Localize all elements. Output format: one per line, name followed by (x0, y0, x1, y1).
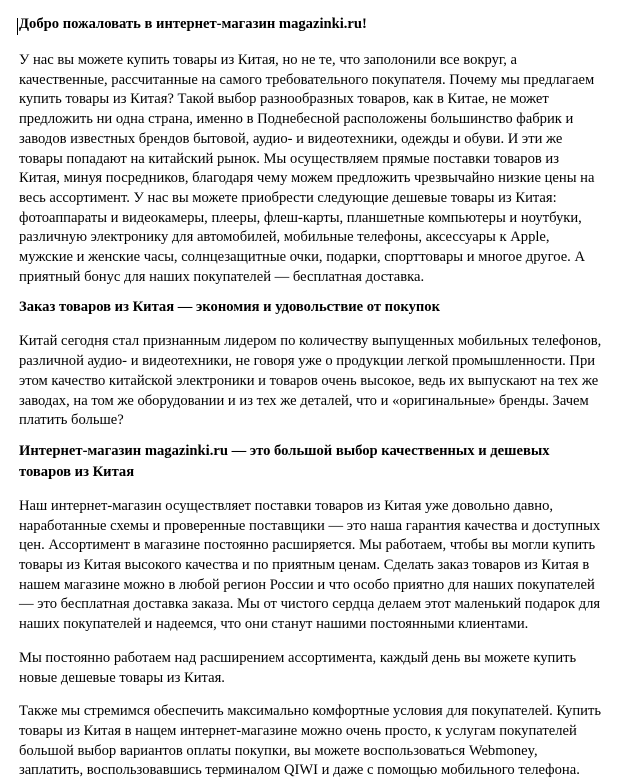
section-paragraph-payment: Также мы стремимся обеспечить максимально комфортные условия для покупателей. Купить товары из Китая в нащем интернет-магазине можно очень просто, к услугам покупателей большой выбор вариантов оплаты покупки, вы можете воспользоваться Webmoney, заплатить, воспользовавшись терминалом QIWI и даже с помощью мобильного телефона. (19, 703, 601, 779)
section-paragraph-china: Китай сегодня стал признанным лидером по количеству выпущенных мобильных телефонов, различной аудио- и видеотехники, не говоря уже о продукции легкой промышленности. При этом качество китайской электроники и товаров очень высокое, ведь их выпускают на тех же заводах, на том же оборудовании и из тех же деталей, что и «оригинальные» бренды. Зачем платить больше? (19, 333, 602, 429)
intro-paragraph: У нас вы можете купить товары из Китая, но не те, что заполонили все вокруг, а качественные, рассчитанные на самого требовательного покупателя. Почему мы предлагаем купить товары из Китая? Такой выбор разнообразных товаров, как в Китае, не может предложить ни одна страна, именно в Поднебесной расположены большинство фабрик и заводов известных брендов бытовой, аудио- и видеотехники, одежды и обуви. И эти же товары попадают на китайский рынок. Мы осуществляем прямые поставки товаров из Китая, минуя посредников, благодаря чему можем предложить чрезвычайно низкие цены на весь ассортимент. У нас вы можете приобрести следующие дешевые товары из Китая: фотоаппараты и видеокамеры, плееры, флеш-карты, планшетные компьютеры и ноутбуки, различную электронику для автомобилей, мобильные телефоны, аксессуары к Apple, мужские и женские часы, солнцезащитные очки, подарки, спорттовары и многое другое. А приятный бонус для наших покупателей — бесплатная доставка. (19, 52, 595, 285)
section-paragraph-supply: Наш интернет-магазин осуществляет поставки товаров из Китая уже довольно давно, наработанные схемы и проверенные поставщики — это наша гарантия качества и доступных цен. Ассортимент в магазине постоянно расширяется. Мы работаем, чтобы вы могли купить товары из Китая высокого качества и по приятным ценам. Сделать заказ товаров из Китая в нашем магазине можно в любой регион России и что особо приятно для наших покупателей — это бесплатная доставка заказа. Мы от чистого сердца делаем этот маленький подарок для наших покупателей и надеемся, что они станут нашими постоянными клиентами. (19, 497, 601, 633)
page-title: Добро пожаловать в интернет-магазин magazinki.ru! (19, 16, 367, 32)
text-cursor (17, 18, 18, 35)
section-heading-order: Заказ товаров из Китая — экономия и удовольствие от покупок (19, 299, 440, 316)
section-paragraph-assortment: Мы постоянно работаем над расширением ассортимента, каждый день вы можете купить новые дешевые товары из Китая. (19, 649, 577, 686)
section-heading-store: Интернет-магазин magazinki.ru — это большой выбор качественных и дешевых товаров из Китая (19, 442, 550, 480)
